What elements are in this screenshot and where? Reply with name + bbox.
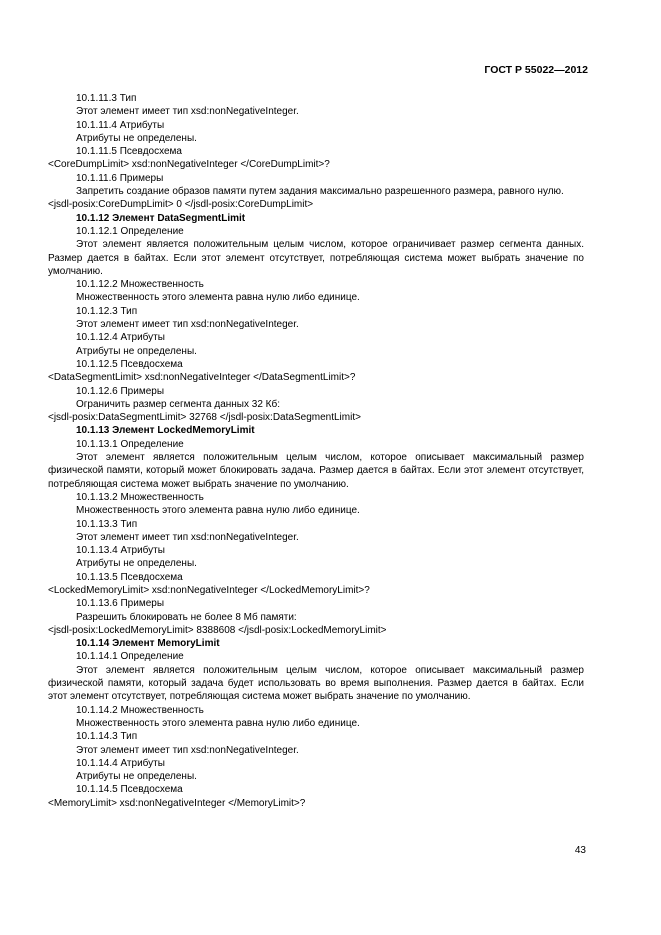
text-line: 10.1.14.4 Атрибуты	[76, 757, 165, 769]
text-line: 10.1.12.2 Множественность	[76, 279, 204, 291]
text-line: 10.1.11.4 Атрибуты	[76, 119, 165, 131]
text-line: Атрибуты не определены.	[76, 345, 197, 357]
text-line: 10.1.14.5 Псевдосхема	[76, 784, 183, 796]
text-line: 10.1.13.1 Определение	[76, 438, 184, 450]
code-line: <LockedMemoryLimit> xsd:nonNegativeInteger </LockedMemoryLimit>?	[48, 584, 370, 596]
code-line: <jsdl-posix:DataSegmentLimit> 32768 </jsdl-posix:DataSegmentLimit>	[48, 412, 361, 424]
text-line: 10.1.12.6 Примеры	[76, 385, 165, 397]
text-line: Атрибуты не определены.	[76, 771, 197, 783]
text-line: Множественность этого элемента равна нулю либо единице.	[76, 292, 360, 304]
text-line: Этот элемент имеет тип xsd:nonNegativeInteger.	[76, 744, 299, 756]
text-line: 10.1.12.5 Псевдосхема	[76, 358, 183, 370]
text-line: 10.1.14.2 Множественность	[76, 704, 204, 716]
text-line: Этот элемент имеет тип xsd:nonNegativeInteger.	[76, 106, 299, 118]
section-heading: 10.1.14 Элемент MemoryLimit	[76, 638, 220, 650]
document-body	[48, 92, 584, 810]
text-line: 10.1.13.6 Примеры	[76, 598, 165, 610]
text-line: Множественность этого элемента равна нулю либо единице.	[76, 717, 360, 729]
paragraph: Этот элемент является положительным целым числом, которое описывает максимальный размер физической памяти, который задача будет использовать во время выполнения. Размер дается в байтах. Если этот элемент отсутствует, потребляющая система может выбрать значение по умолчанию.	[48, 664, 584, 703]
code-line: <jsdl-posix:CoreDumpLimit> 0 </jsdl-posix:CoreDumpLimit>	[48, 199, 314, 211]
standard-header: ГОСТ Р 55022—2012	[484, 64, 588, 76]
text-line: 10.1.12.4 Атрибуты	[76, 332, 165, 344]
paragraph: Этот элемент является положительным целым числом, которое описывает максимальный размер физической памяти, который может блокировать задача. Размер дается в байтах. Если этот элемент отсутствует, потребляющая система может выбрать значение по умолчанию.	[48, 452, 584, 490]
text-line: Этот элемент имеет тип xsd:nonNegativeInteger.	[76, 531, 299, 543]
text-line: Атрибуты не определены.	[76, 132, 197, 144]
text-line: 10.1.11.6 Примеры	[76, 172, 164, 184]
page-number: 43	[574, 845, 586, 856]
code-line: <DataSegmentLimit> xsd:nonNegativeInteger </DataSegmentLimit>?	[48, 372, 356, 384]
text-line: 10.1.14.1 Определение	[76, 651, 184, 663]
text-line: 10.1.12.3 Тип	[76, 305, 138, 317]
paragraph: Этот элемент является положительным целым числом, которое ограничивает размер сегмента данных. Размер дается в байтах. Если этот элемент отсутствует, потребляющая система может выбрать значение по умолчанию.	[48, 239, 584, 277]
section-heading: 10.1.13 Элемент LockedMemoryLimit	[76, 425, 255, 437]
text-line: Множественность этого элемента равна нулю либо единице.	[76, 505, 360, 517]
text-line: Разрешить блокировать не более 8 Мб памяти:	[76, 611, 297, 623]
text-line: 10.1.13.5 Псевдосхема	[76, 571, 183, 583]
text-line: 10.1.12.1 Определение	[76, 225, 184, 237]
text-line: Этот элемент имеет тип xsd:nonNegativeInteger.	[76, 319, 299, 331]
text-line: Атрибуты не определены.	[76, 558, 197, 570]
paragraph: Запретить создание образов памяти путем задания максимально разрешенного размера, равного нулю.	[76, 186, 564, 198]
text-line: 10.1.13.2 Множественность	[76, 491, 204, 503]
text-line: 10.1.14.3 Тип	[76, 731, 138, 743]
text-line: 10.1.13.3 Тип	[76, 518, 138, 530]
code-line: <MemoryLimit> xsd:nonNegativeInteger </MemoryLimit>?	[48, 797, 306, 809]
code-line: <jsdl-posix:LockedMemoryLimit> 8388608 </jsdl-posix:LockedMemoryLimit>	[48, 624, 387, 636]
code-line: <CoreDumpLimit> xsd:nonNegativeInteger </CoreDumpLimit>?	[48, 159, 330, 171]
text-line: 10.1.11.5 Псевдосхема	[76, 146, 182, 158]
text-line: Ограничить размер сегмента данных 32 Кб:	[76, 398, 281, 410]
section-heading: 10.1.12 Элемент DataSegmentLimit	[76, 212, 246, 224]
text-line: 10.1.11.3 Тип	[76, 93, 137, 104]
text-line: 10.1.13.4 Атрибуты	[76, 545, 165, 557]
